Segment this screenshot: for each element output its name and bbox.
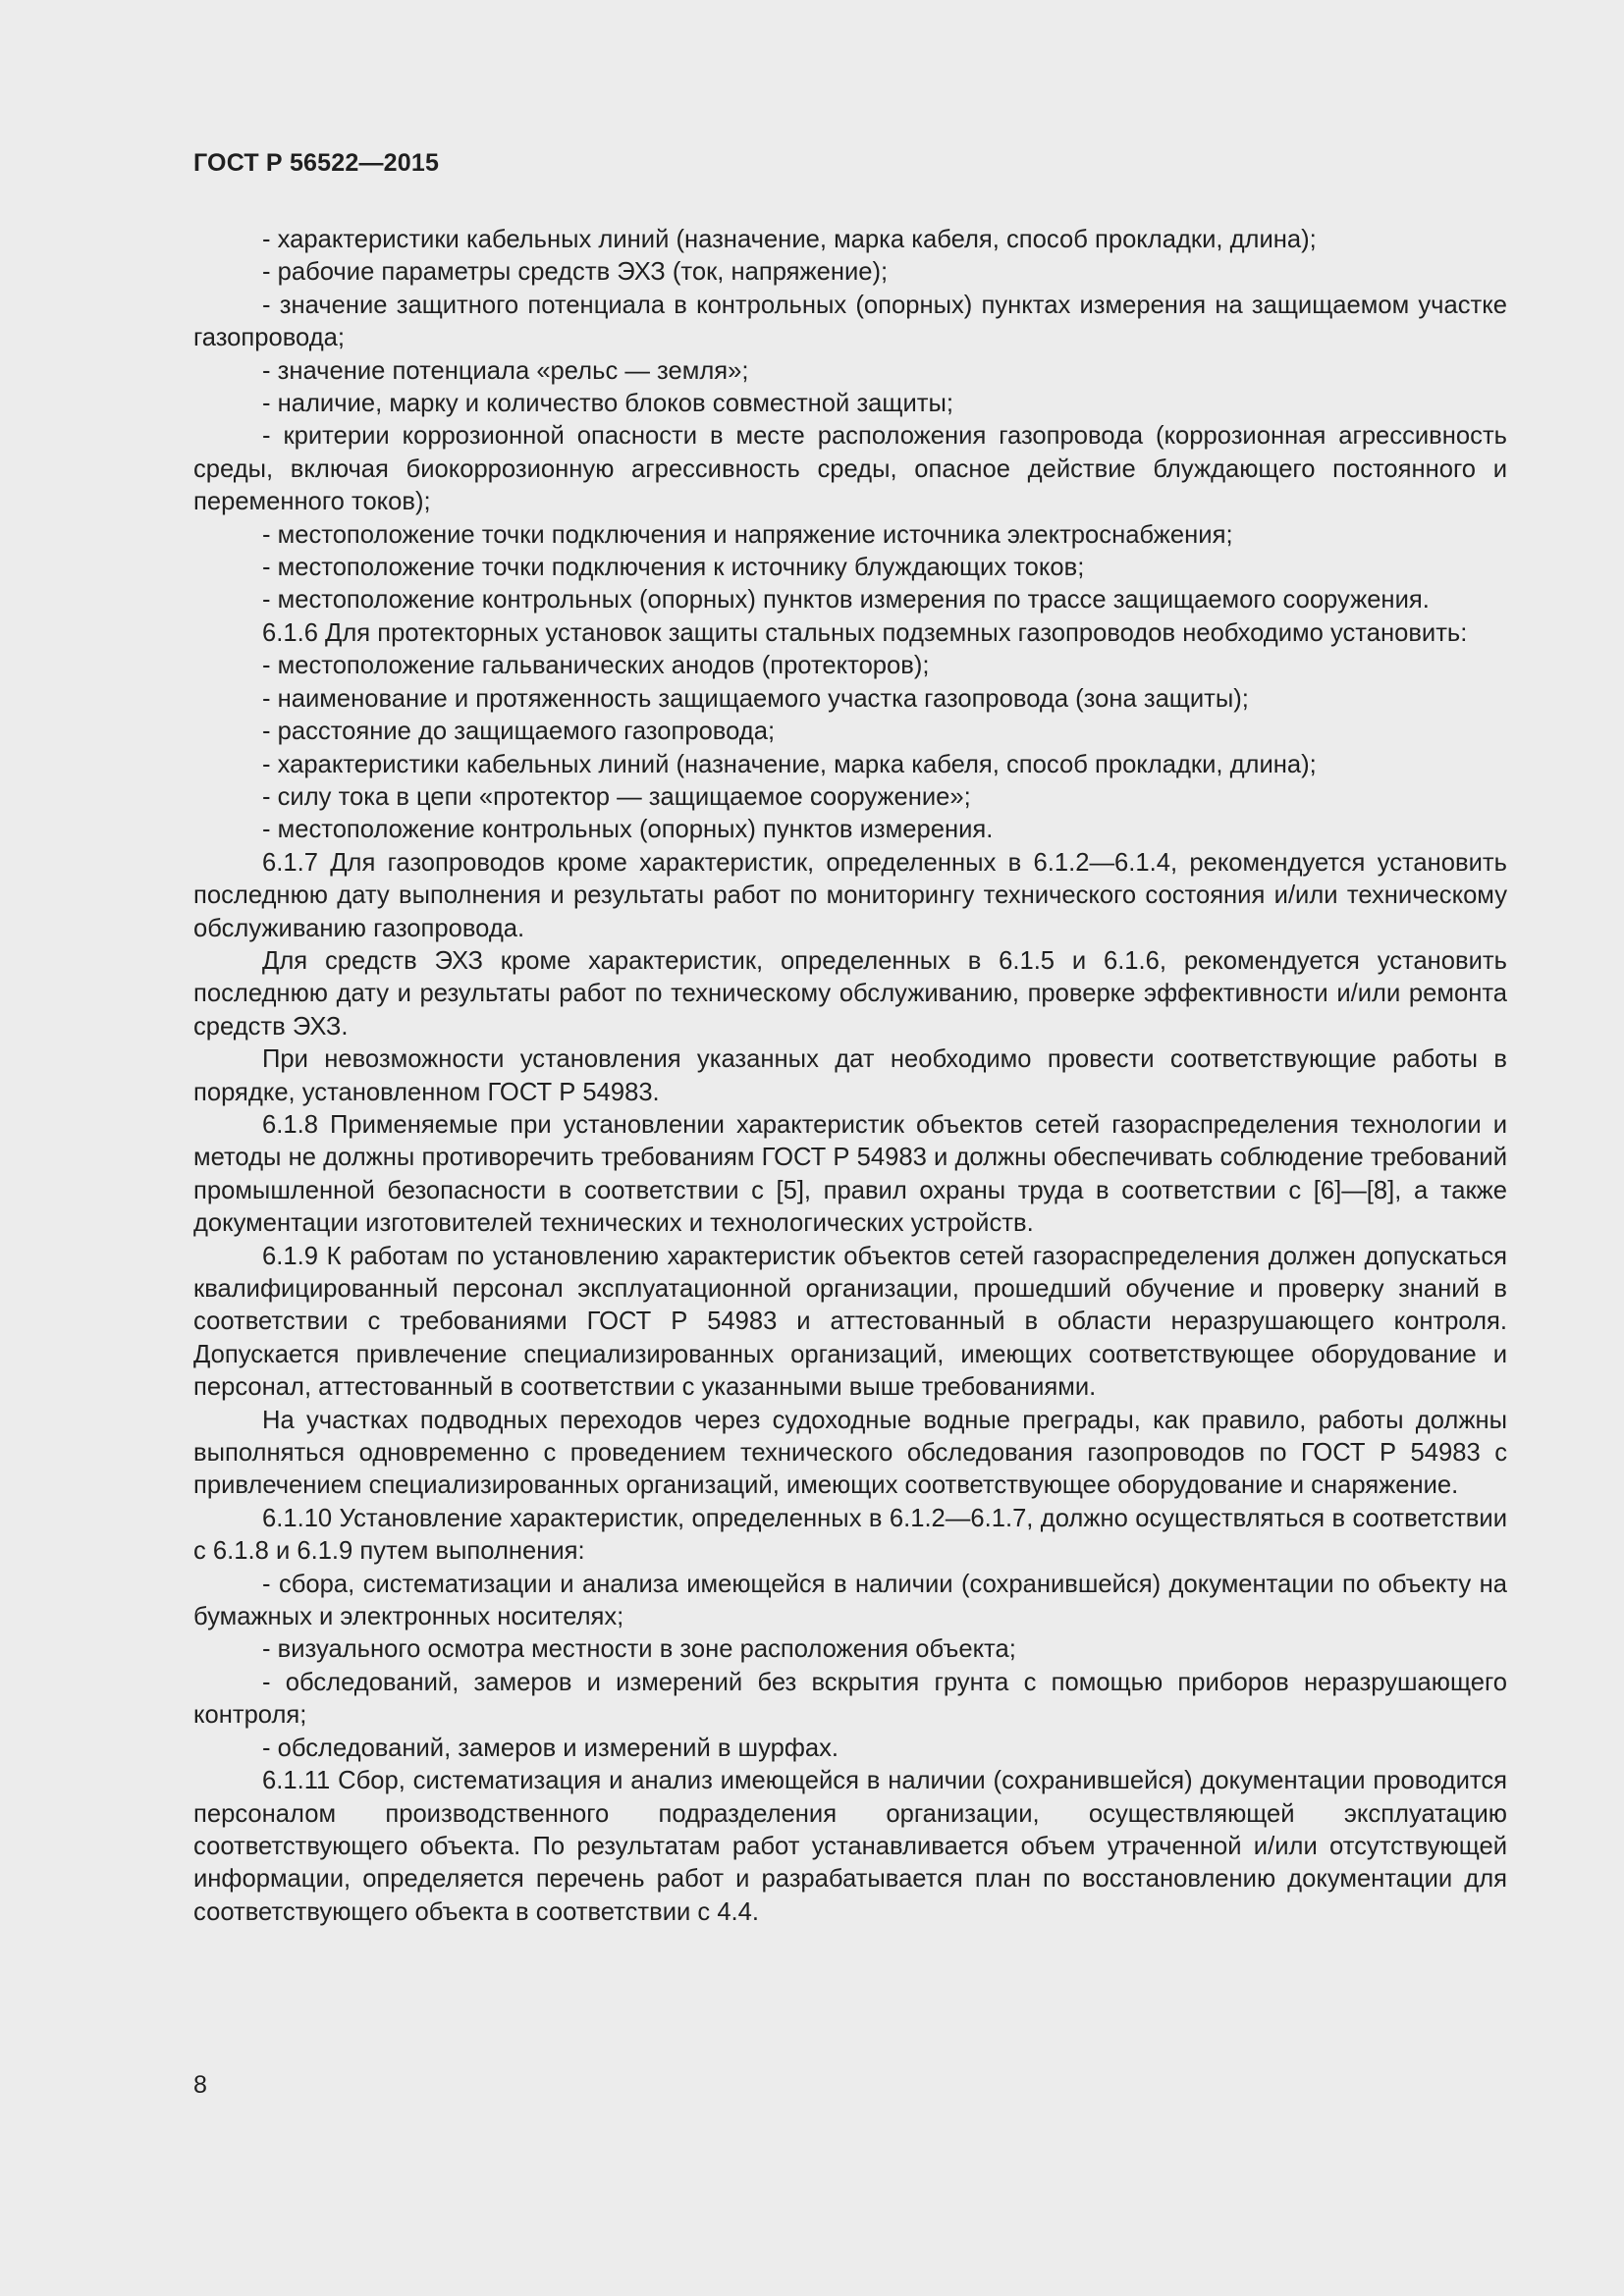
paragraph: Для средств ЭХЗ кроме характеристик, определенных в 6.1.5 и 6.1.6, рекомендуется установить последнюю дату и результаты работ по техническому обслуживанию, проверке эффективности и/или ремонта средств ЭХЗ. xyxy=(193,946,1507,1041)
paragraph: 6.1.8 Применяемые при установлении характеристик объектов сетей газораспределения технологии и методы не должны противоречить требованиям ГОСТ Р 54983 и должны обеспечивать соблюдение требований промышленной безопасности в соответствии с [5], правил охраны труда в соответствии с [6]—[8], а также документации изготовителей технических и технологических устройств. xyxy=(193,1110,1507,1238)
paragraph: - характеристики кабельных линий (назначение, марка кабеля, способ прокладки, длина); xyxy=(262,750,1317,778)
paragraph: - местоположение контрольных (опорных) пунктов измерения. xyxy=(262,816,994,844)
document-header: ГОСТ Р 56522—2015 xyxy=(193,149,440,177)
paragraph: - обследований, замеров и измерений без вскрытия грунта с помощью приборов неразрушающего контроля; xyxy=(193,1668,1507,1730)
paragraph: - местоположение контрольных (опорных) пунктов измерения по трассе защищаемого сооружения. xyxy=(262,586,1430,614)
paragraph: На участках подводных переходов через судоходные водные преграды, как правило, работы должны выполняться одновременно с проведением технического обследования газопроводов по ГОСТ Р 54983 с привлечением специализированных организаций, имеющих соответствующее оборудование и снаряжение. xyxy=(193,1406,1507,1500)
paragraph: 6.1.11 Сбор, систематизация и анализ имеющейся в наличии (сохранившейся) документации проводится персоналом производственного подразделения организации, осуществляющей эксплуатацию соответствующего объекта. По результатам работ устанавливается объем утраченной и/или отсутствующей информации, определяется перечень работ и разрабатывается план по восстановлению документации для соответствующего объекта в соответствии с 4.4. xyxy=(193,1767,1507,1926)
paragraph: - рабочие параметры средств ЭХЗ (ток, напряжение); xyxy=(262,258,889,287)
page-number: 8 xyxy=(193,2071,207,2099)
paragraph: - характеристики кабельных линий (назначение, марка кабеля, способ прокладки, длина); xyxy=(262,226,1317,253)
paragraph: - наименование и протяженность защищаемого участка газопровода (зона защиты); xyxy=(262,684,1249,713)
paragraph: - значение потенциала «рельс — земля»; xyxy=(262,356,749,385)
paragraph: 6.1.7 Для газопроводов кроме характеристик, определенных в 6.1.2—6.1.4, рекомендуется установить последнюю дату выполнения и результаты работ по мониторингу технического состояния и/или техническому обслуживанию газопровода. xyxy=(193,848,1507,942)
paragraph: 6.1.9 К работам по установлению характеристик объектов сетей газораспределения должен допускаться квалифицированный персонал эксплуатационной организации, прошедший обучение и проверку знаний в соответствии с требованиями ГОСТ Р 54983 и аттестованный в области неразрушающего контроля. Допускается привлечение специализированных организаций, имеющих соответствующее оборудование и персонал, аттестованный в соответствии с указанными выше требованиями. xyxy=(193,1242,1507,1402)
paragraph: - визуального осмотра местности в зоне расположения объекта; xyxy=(262,1635,1016,1664)
paragraph: 6.1.10 Установление характеристик, определенных в 6.1.2—6.1.7, должно осуществляться в соответствии с 6.1.8 и 6.1.9 путем выполнения: xyxy=(193,1504,1507,1566)
paragraph: 6.1.6 Для протекторных установок защиты стальных подземных газопроводов необходимо установить: xyxy=(262,618,1468,647)
paragraph: - обследований, замеров и измерений в шурфах. xyxy=(262,1734,839,1762)
paragraph: - силу тока в цепи «протектор — защищаемое сооружение»; xyxy=(262,782,971,811)
paragraph: - расстояние до защищаемого газопровода; xyxy=(262,718,776,746)
paragraph: - местоположение гальванических анодов (протекторов); xyxy=(262,652,930,680)
paragraph: - наличие, марку и количество блоков совместной защиты; xyxy=(262,390,954,418)
paragraph: - местоположение точки подключения и напряжение источника электроснабжения; xyxy=(262,520,1233,549)
paragraph: - критерии коррозионной опасности в месте расположения газопровода (коррозионная агрессивность среды, включая биокоррозионную агрессивность среды, опасное действие блуждающего постоянного и переменного токов); xyxy=(193,422,1507,516)
paragraph: - сбора, систематизации и анализа имеющейся в наличии (сохранившейся) документации по объекту на бумажных и электронных носителях; xyxy=(193,1570,1507,1631)
paragraph: При невозможности установления указанных дат необходимо провести соответствующие работы в порядке, установленном ГОСТ Р 54983. xyxy=(193,1045,1507,1106)
document-body xyxy=(193,224,1507,1929)
paragraph: - значение защитного потенциала в контрольных (опорных) пунктах измерения на защищаемом участке газопровода; xyxy=(193,291,1507,352)
paragraph: - местоположение точки подключения к источнику блуждающих токов; xyxy=(262,554,1085,582)
